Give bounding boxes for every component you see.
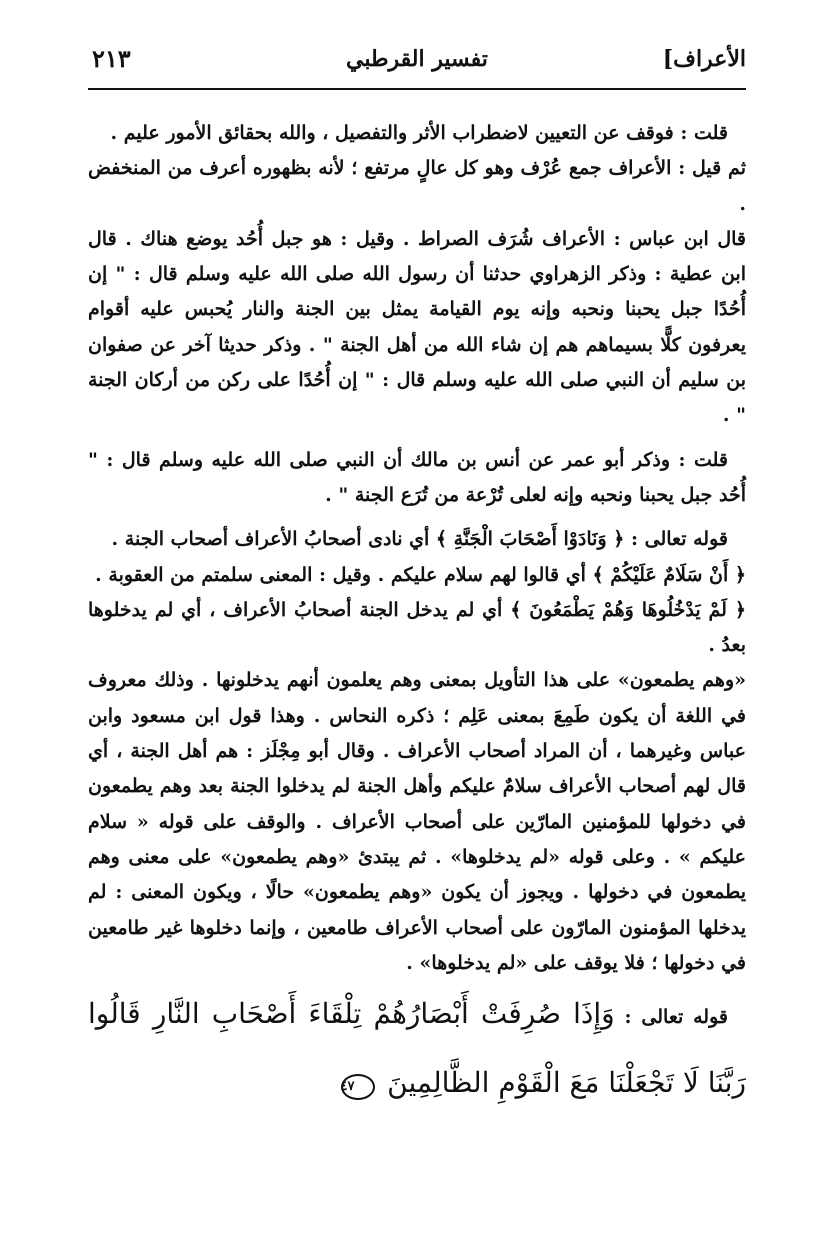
verse-text: وَإِذَا صُرِفَتْ أَبْصَارُهُمْ تِلْقَاءَ أَصْحَابِ النَّارِ قَالُوا رَبَّنَا لَا تَجْعَلْنَا مَعَ الْقَوْمِ الظَّالِمِينَ (88, 997, 746, 1100)
paragraph: قال ابن عباس : الأعراف شُرَف الصراط . وقيل : هو جبل أُحُد يوضع هناك . قال ابن عطية : وذكر الزهراوي حدثنا أن رسول الله صلى الله عليه وسلم قال : " إن أُحُدًا جبل يحبنا ونحبه وإنه يوم القيامة يمثل بين الجنة والنار يُحبس عليه أقوام يعرفون كلًّا بسيماهم هم إن شاء الله من أهل الجنة " . وذكر حديثا آخر عن صفوان بن سليم أن النبي صلى الله عليه وسلم قال : " إن أُحُدًا على ركن من أركان الجنة " . (88, 227, 746, 427)
page (88, 38, 746, 1219)
chapter-title: الأعراف] (662, 46, 746, 72)
page-body (88, 116, 746, 1119)
book-title: تفسير القرطبي (346, 46, 488, 72)
paragraph: ثم قيل : الأعراف جمع عُرْف وهو كل عالٍ مرتفع ؛ لأنه بظهوره أعرف من المنخفض . (88, 157, 746, 215)
page-number: ٢١٣ (92, 44, 131, 73)
paragraph: «وهم يطمعون» على هذا التأويل بمعنى وهم يعلمون أنهم يدخلونها . وذلك معروف في اللغة أن يكون طَمِعَ بمعنى عَلِم ؛ ذكره النحاس . وهذا قول ابن مسعود وابن عباس وغيرهما ، أن المراد أصحاب الأعراف . وقال أبو مِجْلَز : هم أهل الجنة ، أي قال لهم أصحاب الأعراف سلامٌ عليكم وأهل الجنة لم يدخلوا الجنة بعد وهم يطمعون في دخولها للمؤمنين المارّين على أصحاب الأعراف . والوقف على قوله « سلام عليكم » . وعلى قوله «لم يدخلوها» . ثم يبتدئ «وهم يطمعون» على معنى وهم يطمعون في دخولها . ويجوز أن يكون «وهم يطمعون» حالًا ، ويكون المعنى : لم يدخلها المؤمنون المارّون على أصحاب الأعراف طامعين ، وإنما دخلوها غير طامعين في دخولها ؛ فلا يوقف على «لم يدخلوها» . (88, 669, 746, 974)
verse-intro: قوله تعالى : (624, 1006, 728, 1029)
paragraph: قوله تعالى : ﴿ وَنَادَوْا أَصْحَابَ الْجَنَّةِ ﴾ أي نادى أصحابُ الأعراف أصحاب الجنة . (111, 528, 728, 551)
paragraph: قلت : وذكر أبو عمر عن أنس بن مالك أن النبي صلى الله عليه وسلم قال : " أُحُد جبل يحبنا ونحبه وإنه لعلى تُرْعة من تُرَع الجنة " . (88, 448, 746, 506)
quran-verse (88, 981, 746, 1119)
page-header (88, 38, 746, 90)
paragraph: قلت : فوقف عن التعيين لاضطراب الأثر والتفصيل ، والله بحقائق الأمور عليم . (110, 122, 728, 144)
paragraph: ﴿ أَنْ سَلَامٌ عَلَيْكُمْ ﴾ أي قالوا لهم سلام عليكم . وقيل : المعنى سلمتم من العقوبة . (95, 563, 746, 586)
ayah-number-marker: ٤٧ (341, 1074, 375, 1100)
paragraph: ﴿ لَمْ يَدْخُلُوهَا وَهُمْ يَطْمَعُونَ ﴾ أي لم يدخل الجنة أصحابُ الأعراف ، أي لم يدخلوها بعدُ . (88, 598, 746, 657)
